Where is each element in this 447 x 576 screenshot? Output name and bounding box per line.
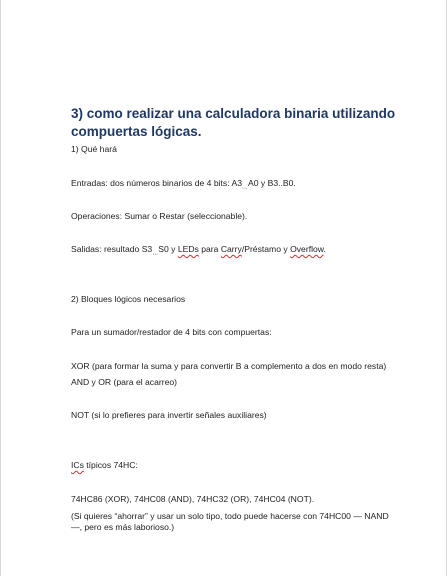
outputs-prefix: Salidas: resultado S3	[71, 244, 153, 254]
ics-word: ICs	[71, 460, 84, 470]
section2-title: 2) Bloques lógicos necesarios	[71, 294, 186, 304]
not-line: NOT (si lo prefieres para invertir señales auxiliares)	[71, 410, 267, 420]
outputs-mid1: S0 y	[158, 244, 178, 254]
carry-word: Carry	[220, 244, 242, 254]
xor-line: XOR (para formar la suma y para convertir B a complemento a dos en modo resta)	[71, 361, 387, 371]
leds-word: LEDs	[177, 244, 199, 254]
outputs-mid2: para	[198, 244, 221, 254]
inputs-line	[71, 178, 296, 194]
operations-line: Operaciones: Sumar o Restar (seleccionable).	[71, 211, 248, 221]
inputs-sep: …	[242, 184, 249, 191]
note-paragraph: (Si quieres “ahorrar” y usar un solo tipo, todo puede hacerse con 74HC00 — NAND—, pero es más laborioso.)	[71, 511, 389, 532]
outputs-end: .	[323, 244, 326, 254]
ics-line	[71, 460, 138, 471]
outputs-mid3: /Préstamo y	[241, 244, 291, 254]
section2-intro: Para un sumador/restador de 4 bits con compuertas:	[71, 327, 272, 337]
inputs-suffix: A0 y B3..B0.	[248, 178, 296, 188]
section1-title: 1) Qué hará	[71, 144, 117, 154]
outputs-line	[71, 244, 326, 260]
inputs-prefix: Entradas: dos números binarios de 4 bits: A3	[71, 178, 243, 188]
overflow-word: Overflow	[290, 244, 324, 254]
chips-line: 74HC86 (XOR), 74HC08 (AND), 74HC32 (OR), 74HC04 (NOT).	[71, 494, 315, 504]
outputs-sep: …	[152, 250, 159, 257]
andor-line: AND y OR (para el acarreo)	[71, 377, 178, 387]
ics-rest: típicos 74HC:	[83, 460, 138, 470]
section-heading: 3) como realizar una calculadora binaria utilizando compuertas lógicas.	[71, 106, 396, 139]
